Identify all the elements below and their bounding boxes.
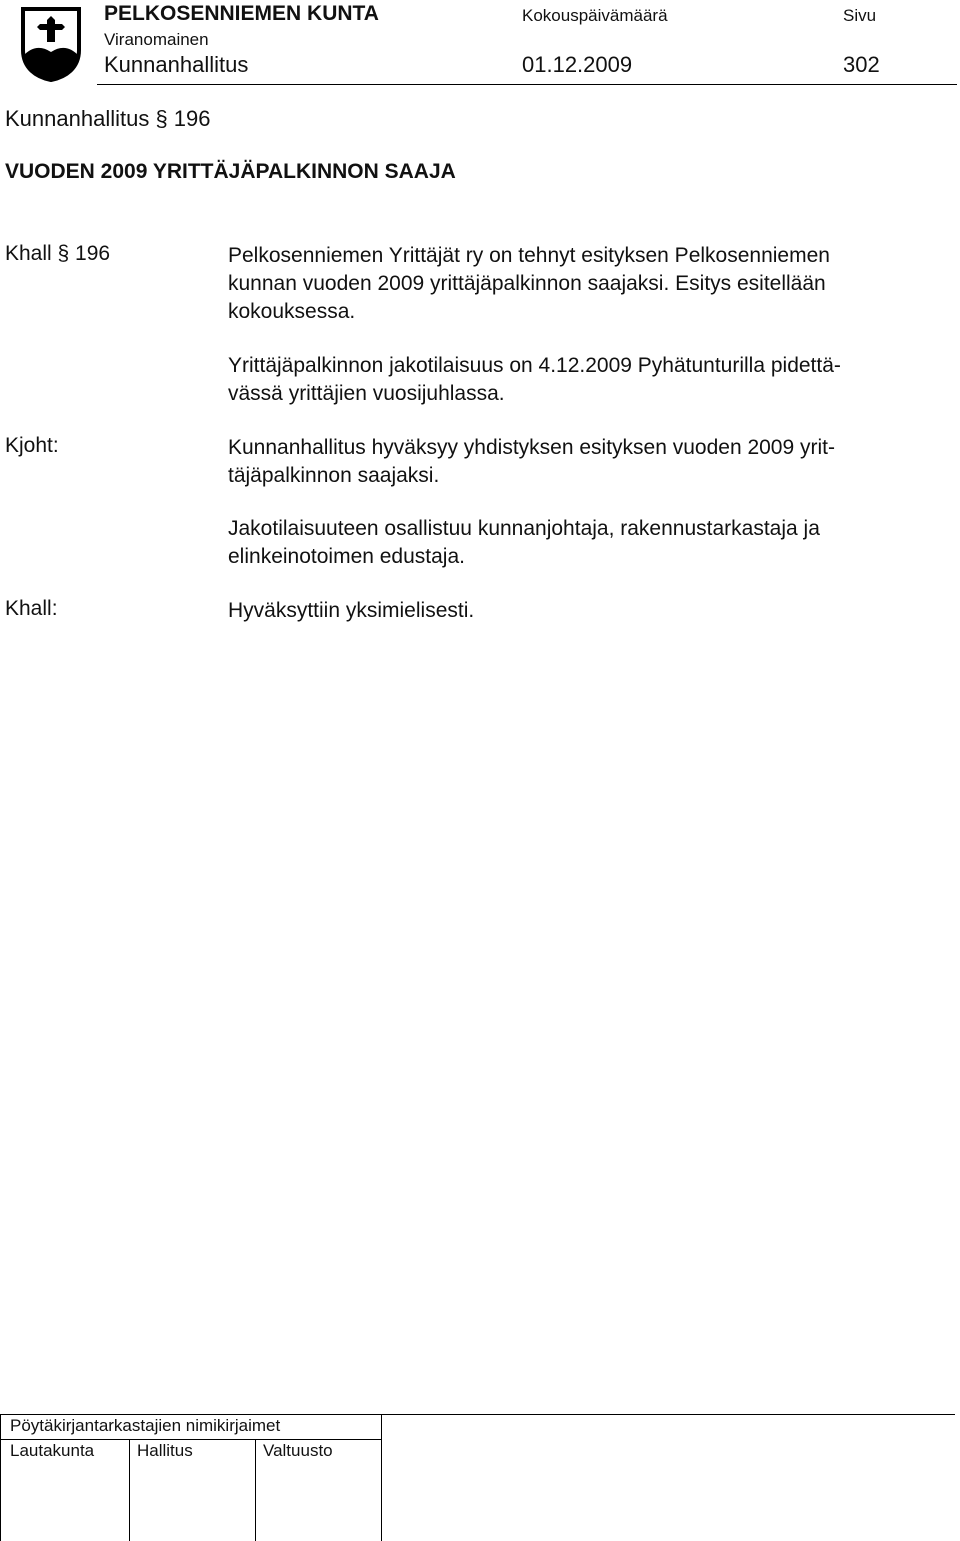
column-valtuusto: Valtuusto bbox=[263, 1441, 333, 1460]
header-divider bbox=[97, 84, 957, 85]
text-line: Hyväksyttiin yksimielisesti. bbox=[228, 599, 475, 622]
table-left-border bbox=[0, 1414, 1, 1541]
text-line: elinkeinotoimen edustaja. bbox=[228, 545, 465, 568]
text-line: kokouksessa. bbox=[228, 300, 356, 323]
table-top-rule bbox=[0, 1414, 955, 1415]
table-column-divider bbox=[129, 1439, 130, 1541]
text-line: täjäpalkinnon saajaksi. bbox=[228, 464, 440, 487]
municipal-coat-of-arms-icon bbox=[20, 6, 82, 82]
column-hallitus: Hallitus bbox=[137, 1441, 193, 1460]
text-line: Jakotilaisuuteen osallistuu kunnanjohtaja, rakennustarkastaja ja bbox=[228, 517, 820, 540]
page-label: Sivu bbox=[843, 6, 877, 25]
body-name: Kunnanhallitus bbox=[104, 52, 249, 77]
section-reference: Kunnanhallitus § 196 bbox=[5, 106, 211, 131]
table-right-border bbox=[381, 1414, 382, 1541]
text-line: Yrittäjäpalkinnon jakotilaisuus on 4.12.2009 Pyhätunturilla pidettä- bbox=[228, 354, 841, 377]
item-text-participants bbox=[228, 515, 928, 571]
page-number: 302 bbox=[843, 52, 880, 77]
item-label-khall-196: Khall § 196 bbox=[5, 242, 111, 265]
text-line: Pelkosenniemen Yrittäjät ry on tehnyt esityksen Pelkosenniemen bbox=[228, 244, 830, 267]
text-line: Kunnanhallitus hyväksyy yhdistyksen esityksen vuoden 2009 yrit- bbox=[228, 436, 835, 459]
item-text-ceremony bbox=[228, 352, 928, 408]
item-text-kjoht bbox=[228, 434, 928, 490]
item-text-proposal bbox=[228, 242, 928, 326]
department-label: Viranomainen bbox=[104, 30, 209, 49]
item-label-kjoht: Kjoht: bbox=[5, 434, 59, 457]
signature-heading: Pöytäkirjantarkastajien nimikirjaimet bbox=[10, 1416, 281, 1435]
text-line: kunnan vuoden 2009 yrittäjäpalkinnon saajaksi. Esitys esitellään bbox=[228, 272, 826, 295]
table-column-divider bbox=[255, 1439, 256, 1541]
document-title: VUODEN 2009 YRITTÄJÄPALKINNON SAAJA bbox=[5, 160, 456, 183]
table-header-rule bbox=[0, 1439, 382, 1440]
meeting-date: 01.12.2009 bbox=[522, 52, 633, 77]
column-lautakunta: Lautakunta bbox=[10, 1441, 95, 1460]
organization-name: PELKOSENNIEMEN KUNTA bbox=[104, 2, 379, 25]
item-label-khall: Khall: bbox=[5, 597, 58, 620]
text-line: vässä yrittäjien vuosijuhlassa. bbox=[228, 382, 505, 405]
item-text-decision bbox=[228, 597, 928, 625]
meeting-date-label: Kokouspäivämäärä bbox=[522, 6, 668, 25]
